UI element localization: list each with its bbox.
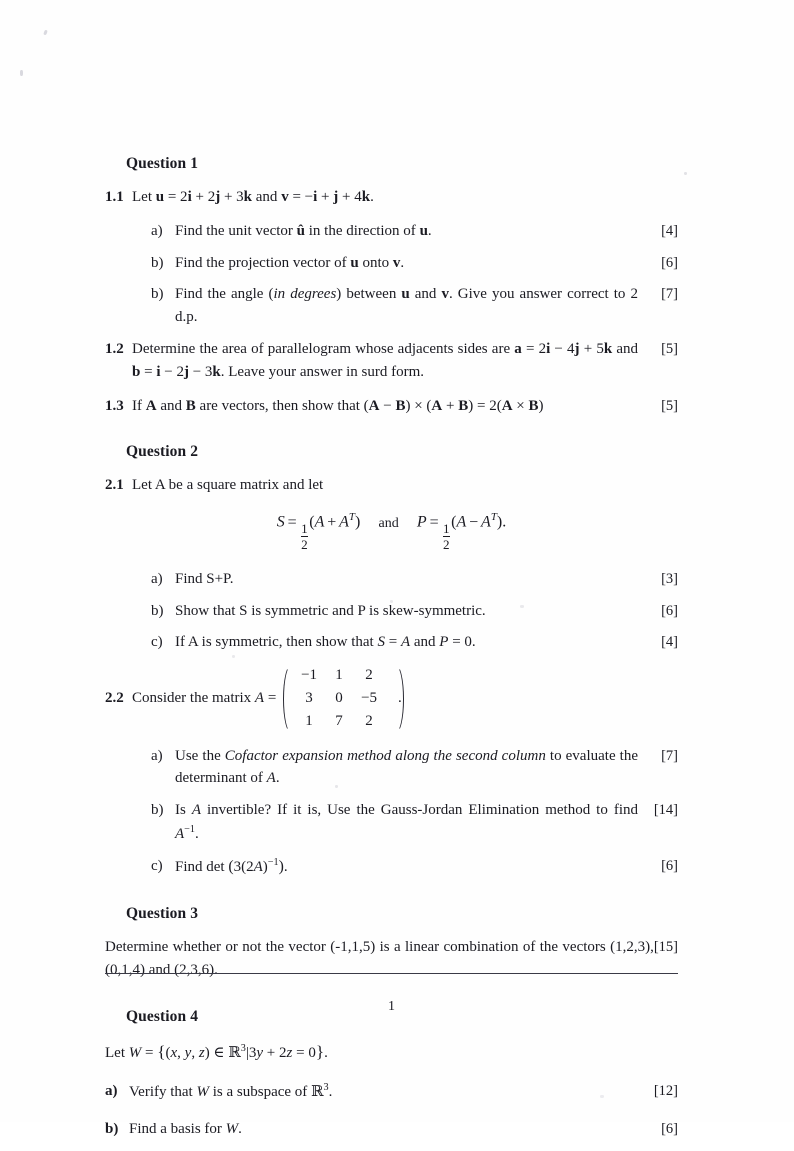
matrix-cell: 2 [365, 667, 373, 684]
fraction-numerator: 1 [301, 521, 308, 537]
subitem-text: Is A invertible? If it is, Use the Gauss-Jordan Elimination method to find $A^{-1}$. [175, 802, 638, 842]
subitem-label: c) [151, 634, 163, 651]
question-heading-3: Question 3 [126, 904, 199, 922]
item-text: Let A be a square matrix and let [132, 477, 324, 494]
matrix-grid [290, 663, 388, 734]
question-3-body [105, 936, 678, 983]
right-paren [388, 663, 398, 734]
item-text: Find a basis for W. [129, 1120, 242, 1137]
subitem-2-2-a [151, 745, 678, 791]
scan-speck [20, 70, 23, 76]
question-3-marks: [15] [653, 938, 678, 955]
question-4-body: Let W = {(x, y, z) ∈ ℝ$^3$|3y + 2z = 0}. [105, 1042, 328, 1062]
subitem-marks: [7] [661, 747, 678, 764]
subitem-label: b) [151, 254, 164, 271]
page-number: 1 [388, 999, 395, 1014]
subitem-marks: [14] [653, 802, 678, 819]
subitem-2-1-c [151, 631, 678, 654]
subitem-1-1-b [151, 252, 678, 275]
subitem-2-2-c [151, 855, 678, 879]
matrix-cell: −1 [301, 667, 318, 684]
item-text: Determine the area of parallelogram whose adjacents sides are a = 2i − 4j + 5k and b = i − 2j − 3k. Leave your answer in surd form. [132, 340, 639, 380]
subitem-label: b) [151, 286, 164, 303]
item-number: 2.1 [105, 477, 124, 494]
matrix-cell: 1 [305, 712, 313, 729]
matrix-cell: 1 [335, 667, 343, 684]
item-marks: [5] [661, 397, 678, 414]
fraction-denominator: 2 [301, 537, 308, 553]
fraction-denominator: 2 [443, 537, 450, 553]
question-heading-4: Question 4 [126, 1008, 199, 1026]
matrix-a [280, 663, 398, 734]
question-item-1-2 [105, 338, 678, 384]
item-label: b) [105, 1120, 119, 1137]
subitem-label: b) [151, 802, 164, 819]
matrix-cell: 2 [365, 712, 373, 729]
subitem-text: Find the unit vector û in the direction of u. [175, 222, 432, 239]
subitem-marks: [6] [661, 602, 678, 619]
subitem-1-1-a [151, 220, 678, 243]
subitem-text: Find $\det (3(2A)^{-1})$. [175, 856, 288, 875]
subitem-marks: [4] [661, 634, 678, 651]
item-text: Verify that W is a subspace of ℝ$^3$. [129, 1081, 333, 1100]
question-heading-2: Question 2 [126, 443, 199, 461]
matrix-cell: 0 [335, 690, 343, 707]
subitem-2-2-b [151, 799, 678, 846]
question-item-2-2 [105, 663, 678, 734]
item-marks: [12] [653, 1082, 678, 1099]
item-number: 2.2 [105, 690, 124, 707]
subitem-text: Show that S is symmetric and P is skew-symmetric. [175, 602, 486, 619]
question-heading-1: Question 1 [126, 155, 199, 172]
question-item-1-3 [105, 395, 678, 418]
left-paren [280, 663, 290, 734]
subitem-marks: [3] [661, 570, 678, 587]
subitem-label: c) [151, 857, 163, 874]
item-marks: [6] [661, 1120, 678, 1137]
subitem-label: a) [151, 747, 163, 764]
subitem-marks: [6] [661, 254, 678, 271]
subitem-label: a) [151, 570, 163, 587]
subitem-2-1-b [151, 600, 678, 623]
item-number: 1.3 [105, 397, 124, 414]
footer-rule [105, 973, 678, 974]
scan-speck [684, 172, 687, 175]
matrix-suffix: . [398, 690, 402, 707]
subitem-label: b) [151, 602, 164, 619]
matrix-cell: 7 [335, 712, 343, 729]
fraction-numerator: 1 [443, 521, 450, 537]
subitem-marks: [7] [661, 286, 678, 303]
subitem-marks: [6] [661, 857, 678, 874]
subitem-text: Use the Cofactor expansion method along the second column to evaluate the determinant of A. [175, 747, 638, 787]
subitem-marks: [4] [661, 222, 678, 239]
subitem-text: Find S+P. [175, 570, 234, 587]
item-text: Let u = 2i + 2j + 3k and v = −i + j + 4k. [132, 189, 374, 205]
item-text: Consider the matrix A = [132, 690, 281, 707]
question-item-2-1 [105, 474, 678, 497]
subitem-text: If A is symmetric, then show that S = A and P = 0. [175, 634, 476, 651]
scan-speck [43, 30, 48, 36]
matrix-cell: −5 [361, 690, 378, 707]
question-4-item-b [105, 1118, 678, 1141]
item-marks: [5] [661, 340, 678, 357]
subitem-text: Find the projection vector of u onto v. [175, 254, 405, 271]
item-number: 1.1 [105, 189, 124, 205]
item-number: 1.2 [105, 340, 124, 357]
subitem-2-1-a [151, 568, 678, 591]
subitem-1-1-c [151, 283, 678, 329]
subitem-label: a) [151, 222, 163, 239]
displayed-equation-sp: S = $\frac{1}{2}$ $(A + A^T)$ and P = $\frac{1}{2}$ $(A - A^T)$. [276, 511, 507, 553]
item-label: a) [105, 1082, 118, 1099]
question-item-1-1 [105, 186, 678, 209]
question-4-item-a [105, 1080, 678, 1104]
equation-conjunction: and [378, 515, 399, 531]
question-3-text: Determine whether or not the vector (-1,1,5) is a linear combination of the vectors (1,2,3), (0,1,4) and (2,3,6). [105, 938, 654, 978]
subitem-text: Find the angle (in degrees) between u and v. Give you answer correct to 2 d.p. [175, 286, 638, 326]
item-text: If A and B are vectors, then show that (A − B) × (A + B) = 2(A × B) [132, 397, 544, 414]
matrix-cell: 3 [305, 690, 313, 707]
